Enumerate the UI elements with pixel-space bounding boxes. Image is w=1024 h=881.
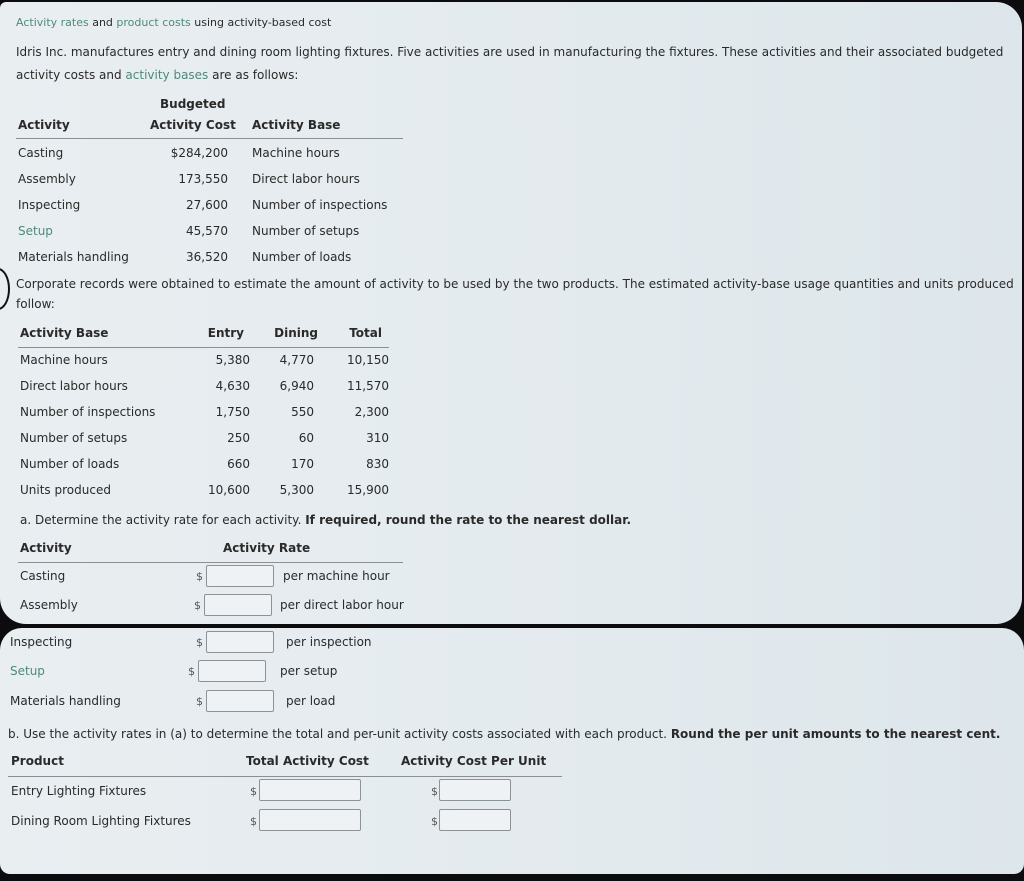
rate-unit: per inspection	[286, 635, 372, 649]
entry-value: 5,380	[215, 353, 250, 367]
activity-bases-link[interactable]: activity bases	[125, 68, 209, 82]
total-activity-cost-input[interactable]	[259, 809, 361, 831]
activity-base: Machine hours	[20, 353, 108, 367]
dollar-sign: $	[250, 785, 257, 798]
dining-value: 60	[298, 431, 314, 445]
activity-base: Machine hours	[252, 146, 340, 160]
product-costs-link[interactable]: product costs	[116, 16, 191, 29]
dollar-sign: $	[196, 570, 203, 583]
total-value: 310	[366, 431, 389, 445]
rate-unit: per setup	[280, 664, 338, 678]
activity-label: Inspecting	[10, 635, 73, 649]
dollar-sign: $	[196, 695, 203, 708]
part-a-instruction	[20, 513, 631, 527]
instruction-text: a. Determine the activity rate for each activity.	[20, 513, 302, 527]
activity-label: Setup	[10, 664, 45, 678]
upper-panel	[0, 2, 1022, 624]
dollar-sign: $	[431, 785, 438, 798]
activity-label: Casting	[20, 569, 66, 583]
activity-base: Number of inspections	[252, 198, 388, 212]
instruction-bold: If required, round the rate to the nearest dollar.	[305, 513, 632, 527]
activity-base: Number of setups	[20, 431, 128, 445]
activity-cost-per-unit-input[interactable]	[439, 779, 511, 801]
intro-line-1: Idris Inc. manufactures entry and dining room lighting fixtures. Five activities are used in manufacturing the fixtures. These activities and their associated budgeted	[16, 45, 1004, 59]
part-b-instruction	[8, 727, 1000, 741]
dollar-sign: $	[431, 815, 438, 828]
activity-base: Direct labor hours	[252, 172, 360, 186]
instruction-text: b. Use the activity rates in (a) to determine the total and per-unit activity costs associated with each product.	[8, 727, 667, 741]
activity-rate-input[interactable]	[198, 660, 266, 682]
header-activity: Activity	[20, 541, 72, 555]
divider	[8, 776, 562, 777]
activity-base: Units produced	[20, 483, 111, 497]
activity-base: Number of loads	[252, 250, 352, 264]
header-activity-rate: Activity Rate	[223, 541, 311, 555]
divider	[18, 562, 403, 563]
total-value: 10,150	[347, 353, 389, 367]
header-budgeted: Budgeted	[160, 97, 226, 111]
header-total-activity-cost: Total Activity Cost	[246, 754, 369, 768]
rate-unit: per machine hour	[283, 569, 390, 583]
activity-label: Assembly	[20, 598, 78, 612]
header-product: Product	[11, 754, 64, 768]
rate-unit: per load	[286, 694, 336, 708]
rate-unit: per direct labor hour	[280, 598, 404, 612]
activity-base: Direct labor hours	[20, 379, 128, 393]
entry-value: 660	[227, 457, 250, 471]
dining-value: 5,300	[279, 483, 314, 497]
activity-cost-per-unit-input[interactable]	[439, 809, 511, 831]
activity-cost: $284,200	[170, 146, 228, 160]
activity-base: Number of setups	[252, 224, 360, 238]
activity-base: Number of inspections	[20, 405, 156, 419]
entry-value: 1,750	[215, 405, 250, 419]
corporate-line-1: Corporate records were obtained to estimate the amount of activity to be used by the two products. The estimated activity-base usage quantities and units produced	[16, 277, 1014, 291]
activity-cost: 173,550	[178, 172, 228, 186]
entry-value: 250	[227, 431, 250, 445]
intro-line-2	[16, 68, 298, 82]
activity-rate-input[interactable]	[206, 565, 274, 587]
activity-rate-input[interactable]	[204, 594, 272, 616]
dining-value: 170	[291, 457, 314, 471]
activity-name: Assembly	[18, 172, 76, 186]
product-name: Dining Room Lighting Fixtures	[11, 814, 191, 828]
dollar-sign: $	[250, 815, 257, 828]
total-value: 830	[366, 457, 389, 471]
activity-rate-input[interactable]	[206, 690, 274, 712]
header-activity: Activity	[18, 118, 70, 132]
dining-value: 4,770	[279, 353, 314, 367]
lower-panel	[0, 628, 1024, 874]
activity-name: Casting	[18, 146, 64, 160]
activity-label: Materials handling	[10, 694, 121, 708]
dining-value: 6,940	[279, 379, 314, 393]
divider	[18, 347, 389, 348]
activity-name[interactable]: Setup	[18, 224, 53, 238]
instruction-bold: Round the per unit amounts to the nearest cent.	[670, 727, 1001, 741]
corporate-line-2: follow:	[16, 297, 55, 311]
dining-value: 550	[291, 405, 314, 419]
activity-cost: 27,600	[186, 198, 228, 212]
total-value: 15,900	[347, 483, 389, 497]
title-text: and	[88, 16, 117, 29]
header-activity-base: Activity Base	[252, 118, 341, 132]
activity-name: Inspecting	[18, 198, 81, 212]
header-activity-cost: Activity Cost	[150, 118, 236, 132]
total-value: 11,570	[347, 379, 389, 393]
activity-rates-link[interactable]: Activity rates	[16, 16, 89, 29]
entry-value: 4,630	[215, 379, 250, 393]
product-name: Entry Lighting Fixtures	[11, 784, 147, 798]
total-value: 2,300	[354, 405, 389, 419]
header-activity-cost-per-unit: Activity Cost Per Unit	[401, 754, 547, 768]
intro-text: are as follows:	[208, 68, 299, 82]
activity-cost: 45,570	[186, 224, 228, 238]
activity-base: Number of loads	[20, 457, 120, 471]
intro-text: activity costs and	[16, 68, 126, 82]
header-activity-base: Activity Base	[20, 326, 109, 340]
dollar-sign: $	[194, 599, 201, 612]
dollar-sign: $	[196, 636, 203, 649]
divider	[16, 138, 403, 139]
total-activity-cost-input[interactable]	[259, 779, 361, 801]
page-title	[16, 16, 331, 29]
title-text: using activity-based cost	[190, 16, 332, 29]
activity-name: Materials handling	[18, 250, 129, 264]
entry-value: 10,600	[208, 483, 250, 497]
header-entry: Entry	[207, 326, 244, 340]
activity-cost: 36,520	[186, 250, 228, 264]
dollar-sign: $	[188, 665, 195, 678]
header-dining: Dining	[274, 326, 318, 340]
activity-rate-input[interactable]	[206, 631, 274, 653]
header-total: Total	[349, 326, 382, 340]
